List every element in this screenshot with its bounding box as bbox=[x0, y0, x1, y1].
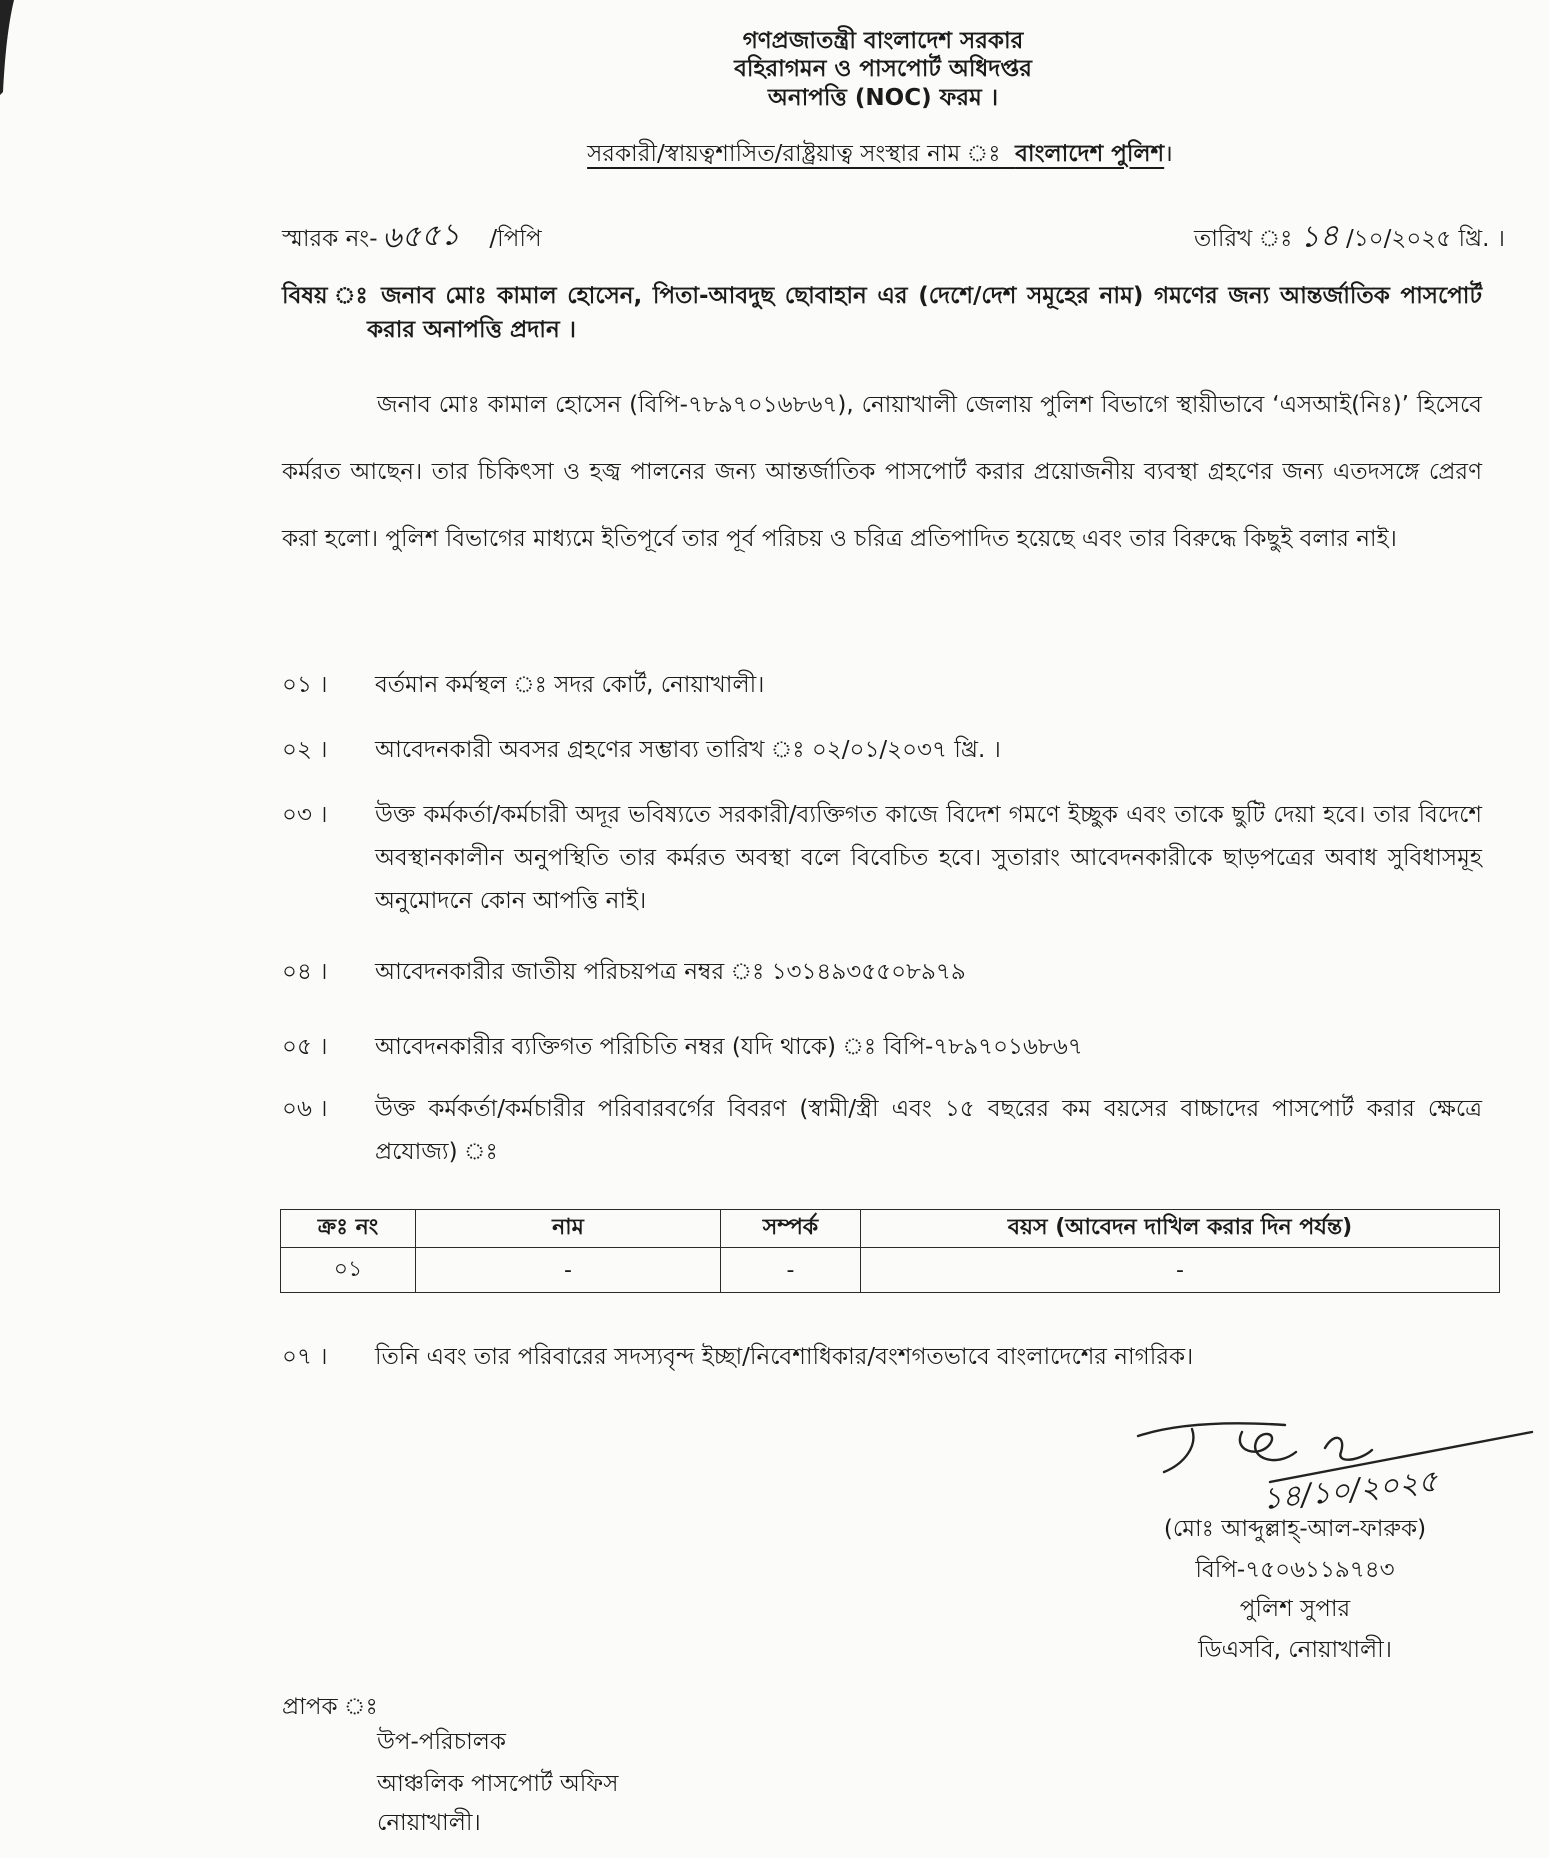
list-item bbox=[282, 794, 1482, 923]
organization-underlined bbox=[587, 141, 1164, 167]
table-row bbox=[281, 1248, 1500, 1293]
date-month-year: /১০/২০২৫ খ্রি. । bbox=[1345, 226, 1505, 252]
organization-label: সরকারী/স্বায়ত্বশাসিত/রাষ্ট্রয়াত্ব সংস্থার নাম ঃ bbox=[587, 141, 1001, 167]
item-number: ০৩ । bbox=[282, 802, 328, 828]
table-header-row bbox=[281, 1210, 1500, 1248]
item-number: ০৫ । bbox=[282, 1034, 328, 1060]
scan-edge-shadow bbox=[0, 0, 20, 95]
organization-end-mark: । bbox=[1164, 141, 1173, 167]
memo-line bbox=[282, 218, 542, 258]
recipient-line-designation: উপ-পরিচালক bbox=[377, 1729, 506, 1755]
date-day-handwritten: ১৪ bbox=[1298, 218, 1340, 255]
table-header-relation: সম্পর্ক bbox=[721, 1210, 861, 1248]
memo-suffix: /পিপি bbox=[489, 226, 542, 252]
item-text-family-details: উক্ত কর্মকর্তা/কর্মচারীর পরিবারবর্গের বিবরণ (স্বামী/স্ত্রী এবং ১৫ বছরের কম বয়সের বাচ্চাদের পাসপোর্ট করার ক্ষেত্রে প্রযোজ্য) ঃ bbox=[375, 1096, 1482, 1165]
header-department-title: বহিরাগমন ও পাসপোর্ট অধিদপ্তর bbox=[734, 56, 1032, 82]
body-paragraph: জনাব মোঃ কামাল হোসেন (বিপি-৭৮৯৭০১৬৮৬৭), নোয়াখালী জেলায় পুলিশ বিভাগে স্থায়ীভাবে ‘এসআই(নিঃ)’ হিসেবে কর্মরত আছেন। তার চিকিৎসা ও হজ্ব পালনের জন্য আন্তর্জাতিক পাসপোর্ট করার প্রয়োজনীয় ব্যবস্থা গ্রহণের জন্য এতদসঙ্গে প্রেরণ করা হলো। পুলিশ বিভাগের মাধ্যমে ইতিপূর্বে তার পূর্ব পরিচয় ও চরিত্র প্রতিপাদিত হয়েছে এবং তার বিরুদ্ধে কিছুই বলার নাই। bbox=[282, 392, 1482, 552]
table-header-serial: ক্রঃ নং bbox=[281, 1210, 416, 1248]
item-number: ০৭ । bbox=[282, 1344, 328, 1370]
subject-text: জনাব মোঃ কামাল হোসেন, পিতা-আবদুছ ছোবাহান এর (দেশে/দেশ সমূহের নাম) গমণের জন্য আন্তর্জাতিক পাসপোর্ট করার অনাপত্তি প্রদান । bbox=[367, 283, 1483, 343]
subject bbox=[282, 279, 1482, 347]
list-item bbox=[282, 1337, 1482, 1377]
organization-line bbox=[430, 139, 1330, 169]
item-number: ০১ । bbox=[282, 672, 328, 698]
item-text-personal-id: আবেদনকারীর ব্যক্তিগত পরিচিতি নম্বর (যদি থাকে) ঃ বিপি-৭৮৯৭০১৬৮৬৭ bbox=[375, 1034, 1083, 1060]
item-text-current-workplace: বর্তমান কর্মস্থল ঃ সদর কোর্ট, নোয়াখালী। bbox=[375, 672, 765, 698]
item-text-national-id: আবেদনকারীর জাতীয় পরিচয়পত্র নম্বর ঃ ১৩১৪৯৩৫৫০৮৯৭৯ bbox=[375, 959, 966, 985]
item-text-retirement-date: আবেদনকারী অবসর গ্রহণের সম্ভাব্য তারিখ ঃ ০২/০১/২০৩৭ খ্রি. । bbox=[375, 737, 1001, 763]
table-header-age: বয়স (আবেদন দাখিল করার দিন পর্যন্ত) bbox=[861, 1210, 1500, 1248]
recipient-label: প্রাপক ঃ bbox=[282, 1694, 378, 1720]
list-item bbox=[282, 1088, 1482, 1174]
organization-value: বাংলাদেশ পুলিশ bbox=[1015, 141, 1165, 167]
list-item bbox=[282, 665, 1482, 705]
list-item bbox=[282, 1027, 1482, 1067]
item-number: ০২ । bbox=[282, 737, 328, 763]
signature-date-handwritten: ১৪/১০/২০২৫ bbox=[1260, 1463, 1440, 1518]
table-cell-serial: ০১ bbox=[281, 1248, 416, 1293]
memo-label: স্মারক নং- bbox=[282, 226, 378, 252]
header-form-title: অনাপত্তি (NOC) ফরম । bbox=[767, 85, 999, 111]
date-line bbox=[1194, 218, 1505, 258]
family-table bbox=[280, 1209, 1500, 1293]
table-cell-name: - bbox=[416, 1248, 721, 1293]
memo-number-handwritten: ৬৫৫১ bbox=[380, 216, 461, 257]
recipient-line-office: আঞ্চলিক পাসপোর্ট অফিস bbox=[377, 1771, 619, 1797]
list-item bbox=[282, 952, 1482, 992]
item-text-no-objection: উক্ত কর্মকর্তা/কর্মচারী অদূর ভবিষ্যতে সরকারী/ব্যক্তিগত কাজে বিদেশ গমণে ইচ্ছুক এবং তাকে ছুটি দেয়া হবে। তার বিদেশে অবস্থানকালীন অনুপস্থিতি তার কর্মরত অবস্থা বলে বিবেচিত হবে। সুতারাং আবেদনকারীকে ছাড়পত্রের অবাধ সুবিধাসমূহ অনুমোদনে কোন আপত্তি নাই। bbox=[375, 802, 1482, 914]
header-government-title: গণপ্রজাতন্ত্রী বাংলাদেশ সরকার bbox=[742, 28, 1024, 54]
subject-label: বিষয় ঃ bbox=[282, 283, 371, 309]
table-cell-age: - bbox=[861, 1248, 1500, 1293]
signatory-bp-number: বিপি-৭৫০৬১১৯৭৪৩ bbox=[1195, 1557, 1395, 1583]
item-number: ০৪ । bbox=[282, 959, 328, 985]
signatory-name: (মোঃ আব্দুল্লাহ্-আল-ফারুক) bbox=[1163, 1516, 1427, 1542]
table-cell-relation: - bbox=[721, 1248, 861, 1293]
item-number: ০৬ । bbox=[282, 1096, 328, 1122]
recipient-line-district: নোয়াখালী। bbox=[377, 1810, 481, 1836]
signatory-designation: পুলিশ সুপার bbox=[1239, 1596, 1351, 1622]
list-item bbox=[282, 730, 1482, 770]
table-header-name: নাম bbox=[416, 1210, 721, 1248]
item-text-citizenship: তিনি এবং তার পরিবারের সদস্যবৃন্দ ইচ্ছা/নিবেশাধিকার/বংশগতভাবে বাংলাদেশের নাগরিক। bbox=[375, 1344, 1194, 1370]
signatory-office: ডিএসবি, নোয়াখালী। bbox=[1198, 1637, 1392, 1663]
date-label: তারিখ ঃ bbox=[1193, 226, 1293, 252]
